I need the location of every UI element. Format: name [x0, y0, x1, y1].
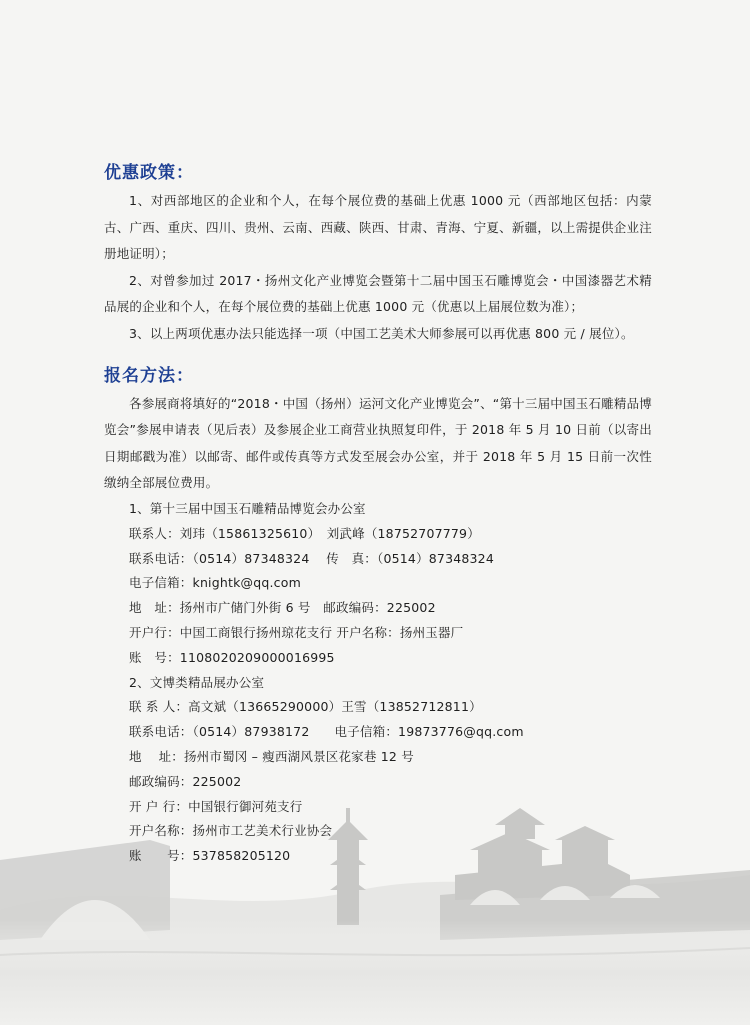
main-content	[104, 158, 652, 869]
contact-phone: 联系电话：（0514）87938172 电子信箱：19873776@qq.com	[129, 724, 524, 740]
contact-email: 电子信箱：knightk@qq.com	[129, 575, 301, 591]
contact-block-1	[104, 497, 652, 671]
account-name: 开户名称：扬州市工艺美术行业协会	[129, 823, 333, 839]
contact-persons: 联 系 人：高文斌（13665290000）王雪（13852712811）	[129, 699, 482, 715]
discount-item-1: 1、对西部地区的企业和个人，在每个展位费的基础上优惠 1000 元（西部地区包括：内蒙古、广西、重庆、四川、贵州、云南、西藏、陕西、甘肃、青海、宁夏、新疆，以上需提供企业注册地证明）；	[104, 193, 652, 262]
contact-phone: 联系电话：（0514）87348324 传 真：（0514）87348324	[129, 550, 494, 566]
office-title: 1、第十三届中国玉石雕精品博览会办公室	[129, 500, 366, 516]
account-number: 账 号：537858205120	[129, 848, 291, 864]
bank-branch: 开 户 行：中国银行御河苑支行	[129, 798, 303, 814]
discount-item-2: 2、对曾参加过 2017・扬州文化产业博览会暨第十二届中国玉石雕博览会・中国漆器艺术精品展的企业和个人，在每个展位费的基础上优惠 1000 元（优惠以上届展位数为准）；	[104, 272, 652, 315]
discount-item-3: 3、以上两项优惠办法只能选择一项（中国工艺美术大师参展可以再优惠 800 元 / 展位）。	[129, 325, 634, 341]
postal-code: 邮政编码：225002	[129, 773, 242, 789]
account-number: 账 号：1108020209000016995	[129, 649, 335, 665]
contact-address: 地 址：扬州市蜀冈 – 瘦西湖风景区花家巷 12 号	[129, 748, 414, 764]
contact-block-2	[104, 671, 652, 869]
contact-address: 地 址：扬州市广储门外街 6 号 邮政编码：225002	[129, 600, 436, 616]
registration-intro: 各参展商将填好的“2018・中国（扬州）运河文化产业博览会”、“第十三届中国玉石雕精品博览会”参展申请表（见后表）及参展企业工商营业执照复印件，于 2018 年 5 月 10 日前（以寄出日期邮戳为准）以邮寄、邮件或传真等方式发至展会办公室，并于 2018 年 5 月 15 日前一次性缴纳全部展位费用。	[104, 395, 652, 491]
office-title: 2、文博类精品展办公室	[129, 674, 265, 690]
contact-persons: 联系人：刘玮（15861325610） 刘武峰（18752707779）	[129, 525, 480, 541]
bank-info: 开户行：中国工商银行扬州琼花支行 开户名称：扬州玉器厂	[129, 624, 464, 640]
section-heading-registration: 报名方法：	[104, 365, 194, 386]
section-heading-discount: 优惠政策：	[104, 163, 194, 183]
contact-fax: 传 真：（0514）87348324	[326, 550, 494, 566]
contact-email: 电子信箱：19873776@qq.com	[334, 724, 524, 740]
